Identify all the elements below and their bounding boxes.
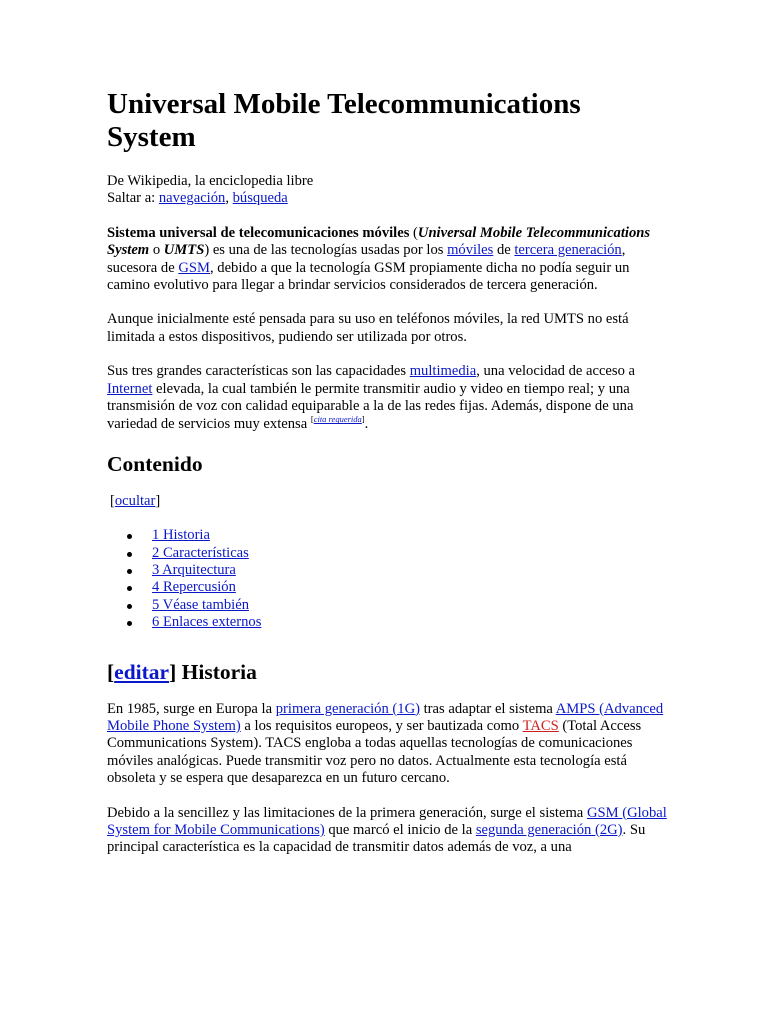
link-segunda-generacion[interactable]: segunda generación (2G)	[475, 822, 623, 839]
historia-text: a los requisitos europeos, y ser bautizada como	[240, 717, 523, 734]
link-gsm-global[interactable]: GSM (Global System for Mobile Communications)	[107, 804, 667, 839]
section-title: Historia	[176, 659, 257, 684]
toc-list	[107, 527, 667, 631]
intro-text: ) es una de las tecnologías usadas por los	[204, 242, 448, 259]
toc-link-repercusion[interactable]: 4 Repercusión	[152, 579, 236, 596]
intro-bold-term: Sistema universal de telecomunicaciones móviles	[107, 224, 410, 241]
toggle-bracket: ]	[155, 492, 161, 509]
section-heading-historia	[107, 659, 667, 685]
link-internet[interactable]: Internet	[107, 380, 153, 397]
historia-text: tras adaptar el sistema	[419, 700, 556, 717]
historia-paragraph-2	[107, 805, 667, 857]
link-primera-generacion[interactable]: primera generación (1G)	[275, 700, 420, 717]
cite-bracket: [	[310, 414, 314, 425]
edit-bracket: [	[107, 659, 115, 684]
citation-needed	[311, 414, 365, 424]
page-title: Universal Mobile Telecommunications System	[107, 88, 581, 153]
toc-link-historia[interactable]: 1 Historia	[152, 527, 210, 544]
edit-bracket: ]	[169, 659, 177, 684]
toc-toggle	[110, 493, 667, 510]
toc-item	[127, 562, 667, 579]
toc-item	[127, 579, 667, 596]
link-tacs-missing[interactable]: TACS	[522, 717, 559, 734]
article-subtitle	[107, 173, 667, 208]
historia-text: En 1985, surge en Europa la	[107, 700, 276, 717]
bullet-icon	[127, 552, 132, 557]
bullet-icon	[127, 621, 132, 626]
cite-bracket: ]	[361, 414, 365, 425]
toc-item	[127, 614, 667, 631]
intro-english-name: Universal Mobile Telecommunications System	[107, 224, 651, 259]
intro-text: Sus tres grandes características son las capacidades	[107, 363, 410, 380]
from-line: De Wikipedia, la enciclopedia libre	[107, 173, 314, 189]
jump-links	[107, 190, 667, 207]
toc-link-enlaces-externos[interactable]: 6 Enlaces externos	[152, 614, 262, 631]
historia-text: Debido a la sencillez y las limitaciones de la primera generación, surge el sistema	[107, 804, 587, 821]
intro-text: elevada, la cual también le permite transmitir audio y video en tiempo real; y una transmisión de voz con calidad equiparable a la de las redes fijas. Además, dispone de una variedad de servicios muy extensa	[107, 380, 634, 433]
edit-section-link[interactable]: editar	[114, 659, 170, 684]
intro-paragraph-2: Aunque inicialmente esté pensada para su uso en teléfonos móviles, la red UMTS no está limitada a estos dispositivos, pudiendo ser utilizada por otros.	[107, 311, 629, 345]
intro-text: de	[493, 242, 515, 259]
link-tercera-generacion[interactable]: tercera generación	[514, 242, 622, 259]
bullet-icon	[127, 534, 132, 539]
toc-link-caracteristicas[interactable]: 2 Características	[152, 544, 249, 561]
link-moviles[interactable]: móviles	[447, 242, 494, 259]
toggle-bracket: [	[110, 492, 115, 509]
toc-item	[127, 597, 667, 614]
intro-text: , sucesora de	[107, 242, 626, 276]
toc-link-vease-tambien[interactable]: 5 Véase también	[152, 596, 249, 613]
citation-needed-link[interactable]: cita requerida	[313, 414, 362, 425]
bullet-icon	[127, 604, 132, 609]
toc-item	[127, 545, 667, 562]
article-page	[107, 88, 667, 874]
toc-hide-link[interactable]: ocultar	[114, 492, 156, 509]
intro-text: , debido a que la tecnología GSM propiamente dicha no podía seguir un camino evolutivo para llegar a brindar servicios considerados de tercera generación.	[107, 259, 630, 294]
intro-acronym: UMTS	[163, 242, 205, 259]
intro-text: , una velocidad de acceso a	[476, 363, 636, 380]
toc-title: Contenido	[107, 451, 203, 476]
jump-to-label: Saltar a:	[107, 190, 159, 207]
historia-text: que marcó el inicio de la	[324, 822, 476, 839]
historia-text: (Total Access Communications System). TACS engloba a todas aquellas tecnologías de comunicaciones móviles analógicas. Puede transmitir voz pero no datos. Actualmente esta tecnología está obsoleta y se espera que desaparezca en un futuro cercano.	[107, 717, 642, 787]
intro-text: (	[409, 224, 418, 241]
jump-search-link[interactable]: búsqueda	[232, 190, 288, 207]
intro-paragraph-3	[107, 363, 667, 433]
historia-text: . Su principal característica es la capacidad de transmitir datos además de voz, a una	[107, 822, 646, 856]
toc-item	[127, 527, 667, 544]
intro-text: .	[364, 416, 369, 433]
intro-paragraph-1	[107, 225, 667, 295]
historia-paragraph-1	[107, 701, 667, 788]
link-gsm[interactable]: GSM	[178, 259, 210, 276]
bullet-icon	[127, 569, 132, 574]
jump-separator: ,	[225, 190, 233, 207]
toc-link-arquitectura[interactable]: 3 Arquitectura	[152, 561, 236, 578]
link-multimedia[interactable]: multimedia	[409, 363, 477, 380]
link-amps[interactable]: AMPS (Advanced Mobile Phone System)	[107, 700, 664, 734]
jump-navigation-link[interactable]: navegación	[158, 190, 226, 207]
intro-text: o	[149, 242, 164, 259]
bullet-icon	[127, 586, 132, 591]
